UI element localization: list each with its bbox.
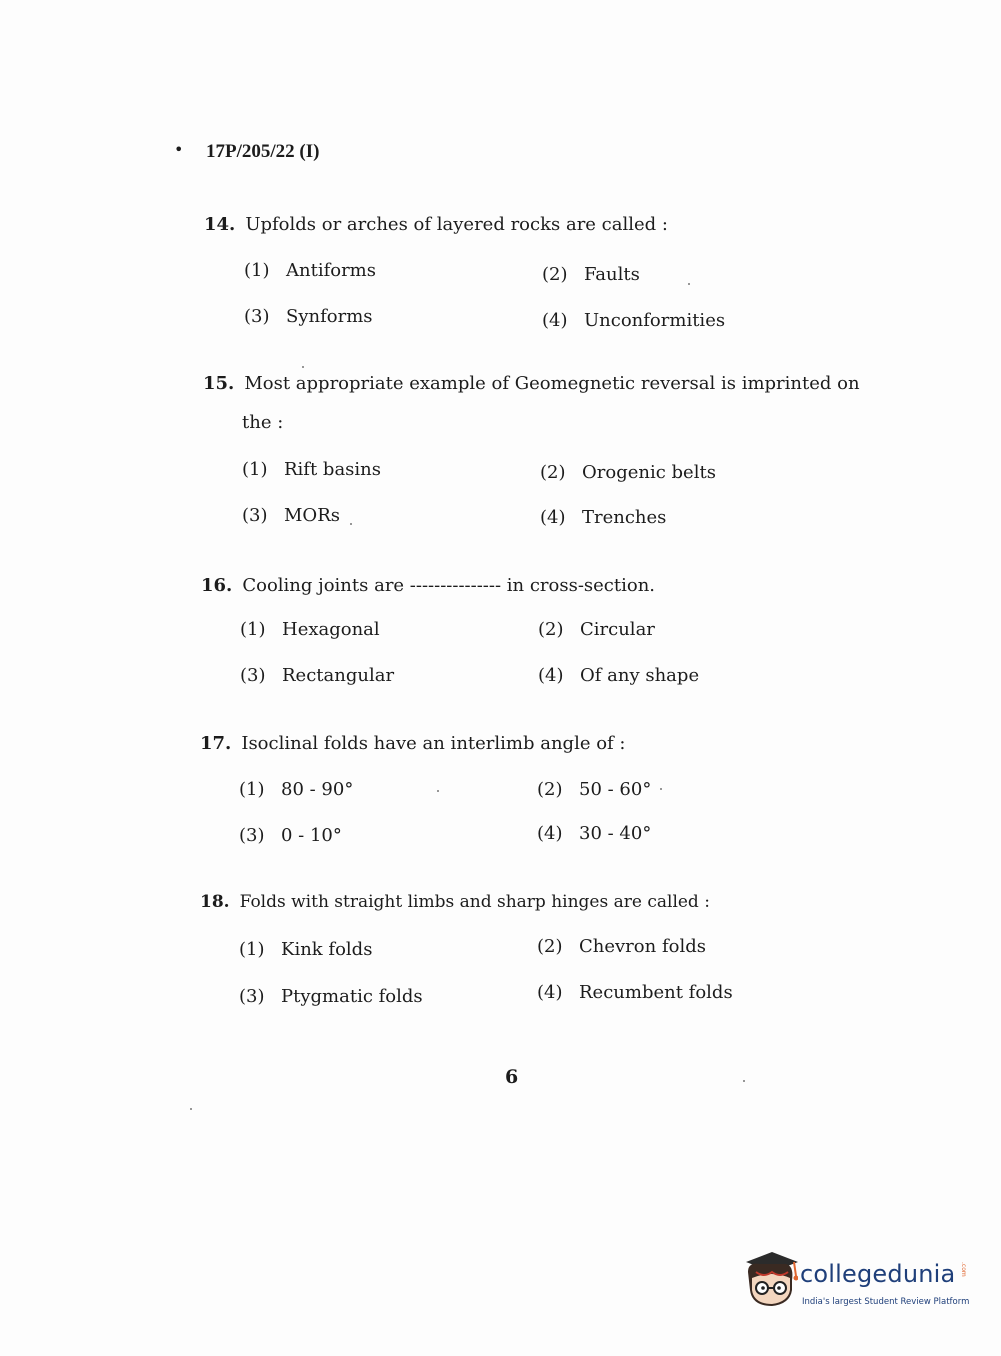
question-text xyxy=(200,892,710,912)
option xyxy=(242,505,340,526)
question-text xyxy=(200,733,626,754)
option-number: (4) xyxy=(542,310,568,331)
collegedunia-watermark xyxy=(742,1250,972,1320)
question-stem: Folds with straight limbs and sharp hinges are called : xyxy=(239,892,710,912)
option-text: MORs xyxy=(284,505,340,526)
option-number: (2) xyxy=(537,936,563,957)
option-number: (2) xyxy=(540,462,566,483)
question-number: 16. xyxy=(201,575,233,596)
option-text: Orogenic belts xyxy=(582,462,716,483)
option-text: Hexagonal xyxy=(282,619,380,640)
option-number: (2) xyxy=(538,619,564,640)
option xyxy=(244,260,376,281)
option xyxy=(537,982,733,1003)
option xyxy=(244,306,373,327)
option-text: Trenches xyxy=(582,507,667,528)
option-number: (3) xyxy=(239,825,265,846)
option-number: (4) xyxy=(537,982,563,1003)
option-text: Antiforms xyxy=(286,260,376,281)
option xyxy=(239,779,353,800)
scan-speck xyxy=(743,1080,745,1082)
option-text: 0 - 10° xyxy=(281,825,342,846)
option-text: Rectangular xyxy=(282,665,395,686)
scan-speck xyxy=(688,283,690,285)
mascot-icon xyxy=(742,1250,798,1314)
option-text: Faults xyxy=(584,264,640,285)
option-text: Unconformities xyxy=(584,310,726,331)
option xyxy=(540,507,666,528)
question-text xyxy=(203,373,860,394)
option xyxy=(240,619,380,640)
option-number: (1) xyxy=(240,619,266,640)
question-number: 14. xyxy=(204,214,236,235)
logo-domain: .com xyxy=(960,1262,967,1277)
option-number: (3) xyxy=(244,306,270,327)
option-number: (2) xyxy=(537,779,563,800)
option-text: Ptygmatic folds xyxy=(281,986,423,1007)
option xyxy=(540,462,716,483)
question-text-continued: the : xyxy=(242,412,284,433)
option-number: (3) xyxy=(242,505,268,526)
option xyxy=(242,459,381,480)
option xyxy=(239,939,372,960)
question-stem: Most appropriate example of Geomegnetic reversal is imprinted on xyxy=(244,373,860,394)
option-number: (4) xyxy=(538,665,564,686)
option xyxy=(538,665,699,686)
question-stem: Isoclinal folds have an interlimb angle of : xyxy=(241,733,626,754)
logo-wordmark: collegedunia xyxy=(800,1260,956,1288)
option xyxy=(542,264,640,285)
option xyxy=(537,779,651,800)
option-number: (4) xyxy=(540,507,566,528)
question-number: 15. xyxy=(203,373,235,394)
option-text: Recumbent folds xyxy=(579,982,733,1003)
option xyxy=(239,825,342,846)
option-number: (3) xyxy=(240,665,266,686)
option-text: Circular xyxy=(580,619,655,640)
logo-tagline: India's largest Student Review Platform xyxy=(802,1297,970,1307)
option-text: Rift basins xyxy=(284,459,382,480)
option-text: 80 - 90° xyxy=(281,779,354,800)
option-text: Synforms xyxy=(286,306,373,327)
scan-speck xyxy=(302,366,304,368)
option-text: Kink folds xyxy=(281,939,373,960)
option xyxy=(239,986,423,1007)
question-number: 18. xyxy=(200,892,230,912)
margin-dot: • xyxy=(174,140,184,159)
option-text: Of any shape xyxy=(580,665,700,686)
paper-code: 17P/205/22 (I) xyxy=(206,141,320,162)
page-number: 6 xyxy=(505,1066,519,1088)
scan-speck xyxy=(660,788,662,790)
option-number: (2) xyxy=(542,264,568,285)
question-text xyxy=(204,214,668,235)
option-text: 30 - 40° xyxy=(579,823,652,844)
option xyxy=(537,936,706,957)
question-stem: Cooling joints are --------------- in cross-section. xyxy=(242,575,656,596)
option-number: (4) xyxy=(537,823,563,844)
option xyxy=(537,823,651,844)
scan-speck xyxy=(190,1108,192,1110)
option xyxy=(538,619,655,640)
option-number: (3) xyxy=(239,986,265,1007)
question-stem: Upfolds or arches of layered rocks are called : xyxy=(245,214,668,235)
scan-speck xyxy=(350,523,352,525)
option xyxy=(240,665,394,686)
scan-speck xyxy=(437,790,439,792)
option-text: Chevron folds xyxy=(579,936,706,957)
option-number: (1) xyxy=(244,260,270,281)
option-text: 50 - 60° xyxy=(579,779,652,800)
option-number: (1) xyxy=(242,459,268,480)
option-number: (1) xyxy=(239,939,265,960)
option xyxy=(542,310,725,331)
question-text xyxy=(201,575,655,596)
question-number: 17. xyxy=(200,733,232,754)
option-number: (1) xyxy=(239,779,265,800)
